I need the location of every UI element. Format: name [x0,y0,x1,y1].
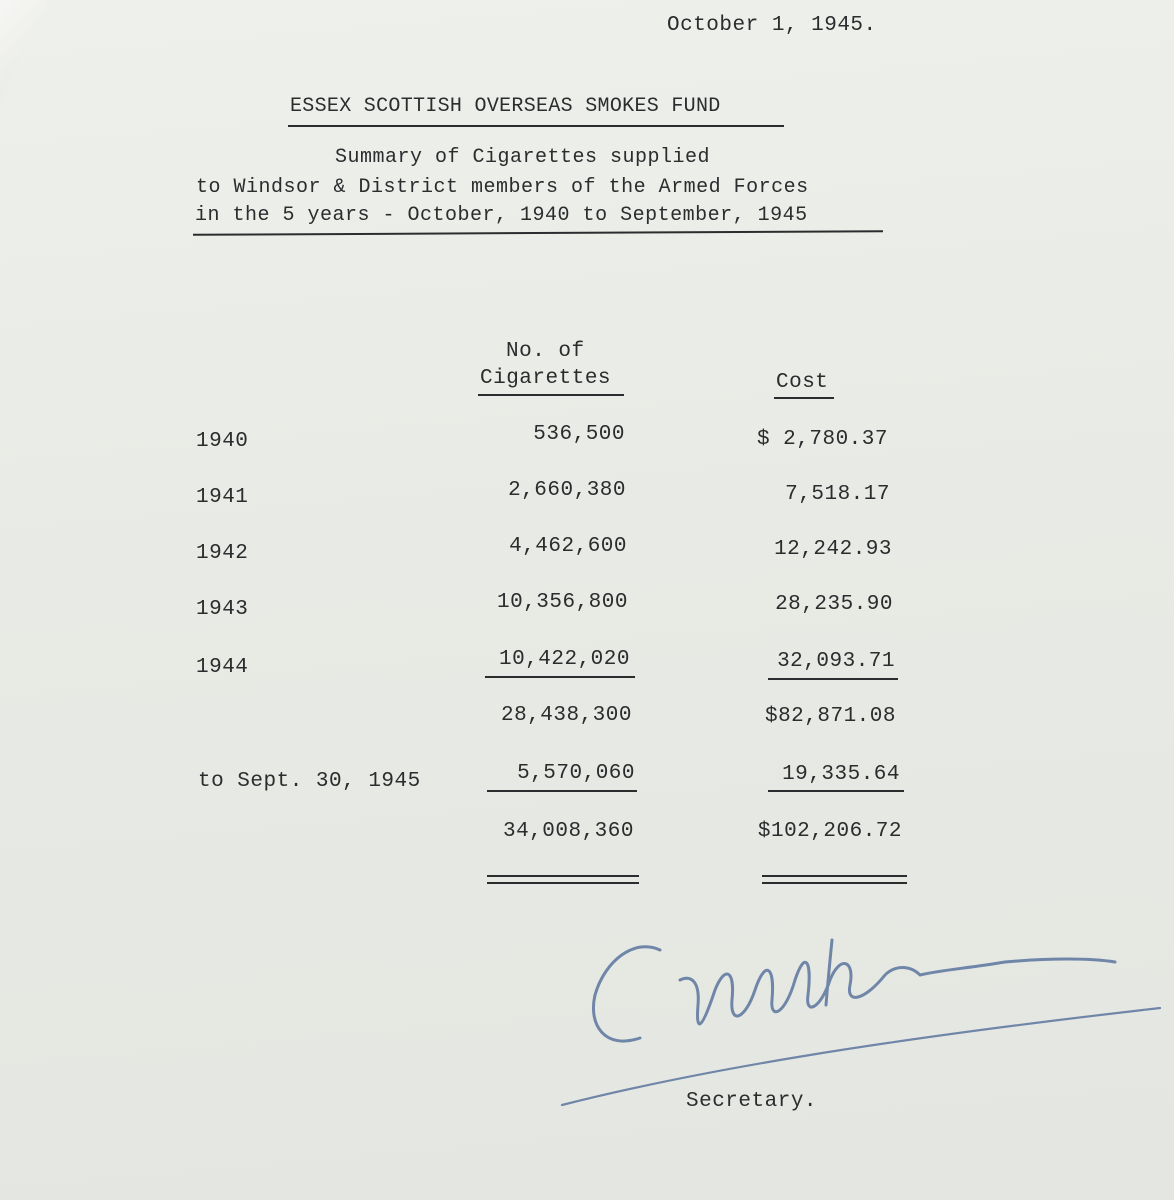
row-cigarettes: 2,660,380 [508,479,626,502]
row-cost: 32,093.71 [777,650,895,673]
column-header-cigarettes-line2: Cigarettes [480,367,612,390]
row-cigarettes: 536,500 [533,423,625,446]
signature-ink [593,947,660,1041]
signature-ink [562,1008,1160,1105]
subtitle-line-2: to Windsor & District members of the Armed Forces [196,176,809,199]
total-rule-cigarettes [487,790,637,792]
grand-total-cigarettes: 34,008,360 [502,820,634,843]
cigarettes-header-underline [478,394,624,396]
signature-ink [680,959,1115,1024]
row-cigarettes: 10,422,020 [498,648,630,671]
total-rule-cost [768,790,904,792]
row-cost: 28,235.90 [775,593,893,616]
row-label: 1944 [196,656,249,679]
row-cigarettes: 10,356,800 [496,591,628,614]
cost-header-underline [774,397,834,399]
row-cost: 12,242.93 [774,538,892,561]
subtotal-cost: $82,871.08 [764,705,896,728]
column-header-cigarettes-line1: No. of [506,340,585,363]
title-underline [288,125,784,127]
double-rule-cigarettes-bottom [487,882,639,884]
double-rule-cigarettes-top [487,875,639,877]
signature-ink [826,940,832,1005]
document-date: October 1, 1945. [667,14,877,37]
subtotal-rule-cost [768,678,898,680]
row-cost: 7,518.17 [785,483,890,506]
signature-role: Secretary. [686,1090,818,1113]
row-label: 1940 [196,430,249,453]
subtitle-line-1: Summary of Cigarettes supplied [335,146,711,169]
partial-cigarettes: 5,570,060 [517,762,635,785]
subtotal-cigarettes: 28,438,300 [500,704,632,727]
subtitle-line-3: in the 5 years - October, 1940 to September, 1945 [195,204,808,227]
row-label: 1941 [196,486,249,509]
row-label: 1943 [196,598,249,621]
row-cigarettes: 4,462,600 [509,535,627,558]
handwritten-signature [550,920,1170,1120]
partial-period-label: to Sept. 30, 1945 [198,770,421,793]
row-label: 1942 [196,542,249,565]
row-cost: $ 2,780.37 [756,428,888,451]
partial-cost: 19,335.64 [782,763,900,786]
column-header-cost: Cost [776,371,829,394]
grand-total-cost: $102,206.72 [757,820,902,843]
document-title: ESSEX SCOTTISH OVERSEAS SMOKES FUND [290,95,721,118]
double-rule-cost-top [762,875,907,877]
subtotal-rule-cigarettes [485,676,635,678]
double-rule-cost-bottom [762,882,907,884]
